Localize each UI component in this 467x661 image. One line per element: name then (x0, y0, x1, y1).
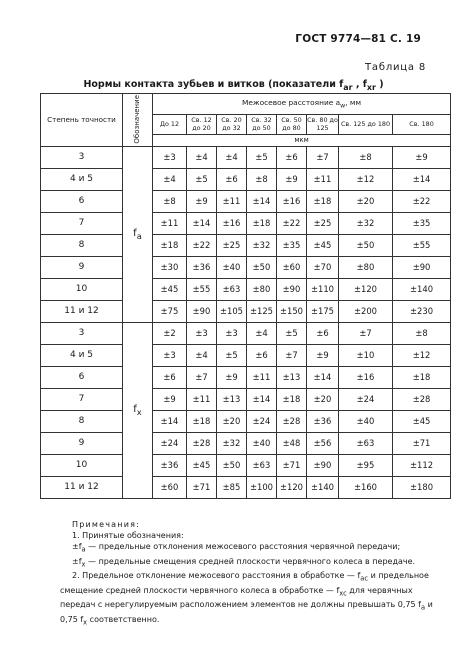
table-row (41, 191, 451, 213)
value-cell: ±30 (153, 257, 187, 279)
value-cell: ±125 (247, 301, 277, 323)
header-unit: мкм (153, 135, 451, 147)
value-cell: ±11 (217, 191, 247, 213)
grade-cell: 3 (41, 147, 123, 169)
value-cell: ±60 (153, 477, 187, 499)
value-cell: ±40 (247, 433, 277, 455)
grade-cell: 7 (41, 389, 123, 411)
value-cell: ±25 (307, 213, 339, 235)
notes (60, 519, 442, 629)
value-cell: ±36 (187, 257, 217, 279)
value-cell: ±10 (339, 345, 393, 367)
note-1: 1. Принятые обозначения: (72, 531, 184, 540)
grade-cell: 8 (41, 411, 123, 433)
value-cell: ±200 (339, 301, 393, 323)
grade-cell: 10 (41, 279, 123, 301)
value-cell: ±14 (153, 411, 187, 433)
value-cell: ±63 (339, 433, 393, 455)
page-header: ГОСТ 9774—81 С. 19 (295, 33, 421, 45)
value-cell: ±18 (393, 367, 451, 389)
tolerance-table (40, 93, 451, 499)
value-cell: ±18 (277, 389, 307, 411)
table-row (41, 477, 451, 499)
value-cell: ±55 (187, 279, 217, 301)
value-cell: ±56 (307, 433, 339, 455)
value-cell: ±140 (307, 477, 339, 499)
value-cell: ±18 (247, 213, 277, 235)
note-fa-definition: $\pm f_a$ — предельные отклонения межосевого расстояния червячной передачи; (72, 542, 401, 554)
value-cell: ±2 (153, 323, 187, 345)
table-label: Таблица 8 (365, 62, 426, 73)
value-cell: ±4 (187, 147, 217, 169)
grade-cell: 3 (41, 323, 123, 345)
value-cell: ±6 (277, 147, 307, 169)
value-cell: ±7 (339, 323, 393, 345)
grade-cell: 6 (41, 191, 123, 213)
value-cell: ±25 (217, 235, 247, 257)
value-cell: ±14 (393, 169, 451, 191)
value-cell: ±48 (277, 433, 307, 455)
value-cell: ±3 (153, 345, 187, 367)
value-cell: ±50 (217, 455, 247, 477)
table-row (41, 301, 451, 323)
value-cell: ±4 (187, 345, 217, 367)
header-symbol: Обозначение (123, 94, 153, 147)
value-cell: ±160 (339, 477, 393, 499)
header-center-distance: Межосевое расстояние $a_w$, мм (153, 94, 451, 115)
symbol-letter: f (133, 403, 137, 415)
value-cell: ±16 (217, 213, 247, 235)
table-row (41, 389, 451, 411)
value-cell: ±90 (187, 301, 217, 323)
grade-cell: 11 и 12 (41, 301, 123, 323)
value-cell: ±5 (277, 323, 307, 345)
range-header: Св. 125 до 180 (339, 115, 393, 135)
value-cell: ±14 (247, 389, 277, 411)
value-cell: ±7 (187, 367, 217, 389)
value-cell: ±7 (277, 345, 307, 367)
grade-cell: 9 (41, 433, 123, 455)
value-cell: ±120 (339, 279, 393, 301)
value-cell: ±90 (307, 455, 339, 477)
range-header: Св. 12 до 20 (187, 115, 217, 135)
value-cell: ±4 (247, 323, 277, 345)
range-header: До 12 (153, 115, 187, 135)
value-cell: ±90 (277, 279, 307, 301)
value-cell: ±5 (217, 345, 247, 367)
value-cell: ±32 (247, 235, 277, 257)
grade-cell: 7 (41, 213, 123, 235)
value-cell: ±50 (247, 257, 277, 279)
value-cell: ±40 (217, 257, 247, 279)
grade-cell: 9 (41, 257, 123, 279)
value-cell: ±5 (247, 147, 277, 169)
value-cell: ±4 (217, 147, 247, 169)
value-cell: ±71 (187, 477, 217, 499)
value-cell: ±35 (393, 213, 451, 235)
table-row (41, 213, 451, 235)
value-cell: ±9 (277, 169, 307, 191)
value-cell: ±175 (307, 301, 339, 323)
value-cell: ±6 (307, 323, 339, 345)
value-cell: ±85 (217, 477, 247, 499)
value-cell: ±24 (153, 433, 187, 455)
value-cell: ±28 (187, 433, 217, 455)
value-cell: ±70 (307, 257, 339, 279)
value-cell: ±63 (217, 279, 247, 301)
value-cell: ±80 (247, 279, 277, 301)
table-row (41, 235, 451, 257)
range-header: Св. 32 до 50 (247, 115, 277, 135)
value-cell: ±22 (187, 235, 217, 257)
value-cell: ±11 (307, 169, 339, 191)
value-cell: ±18 (153, 235, 187, 257)
value-cell: ±60 (277, 257, 307, 279)
value-cell: ±16 (339, 367, 393, 389)
value-cell: ±14 (247, 191, 277, 213)
grade-cell: 6 (41, 367, 123, 389)
value-cell: ±63 (247, 455, 277, 477)
symbol-letter: f (133, 227, 137, 239)
note-2: 2. Предельное отклонение межосевого расстояния в обработке — $f_{ac}$ и предельное смещение средней плоскости червячного колеса в обработке — $f_{xc}$ для червячных передач с нерегулируемым расположением элементов не должны превышать 0,75 $f_a$ и 0,75 $f_x$ соответственно. (60, 571, 433, 627)
value-cell: ±36 (307, 411, 339, 433)
value-cell: ±105 (217, 301, 247, 323)
value-cell: ±50 (339, 235, 393, 257)
value-cell: ±45 (187, 455, 217, 477)
table-row (41, 169, 451, 191)
value-cell: ±6 (153, 367, 187, 389)
symbol-cell (123, 147, 153, 323)
value-cell: ±12 (339, 169, 393, 191)
value-cell: ±9 (307, 345, 339, 367)
value-cell: ±8 (339, 147, 393, 169)
grade-cell: 8 (41, 235, 123, 257)
header-degree: Степень точности (41, 94, 123, 147)
value-cell: ±8 (153, 191, 187, 213)
value-cell: ±20 (217, 411, 247, 433)
grade-cell: 4 и 5 (41, 345, 123, 367)
value-cell: ±13 (277, 367, 307, 389)
value-cell: ±55 (393, 235, 451, 257)
table-row (41, 345, 451, 367)
table-row (41, 367, 451, 389)
table-body (41, 147, 451, 499)
value-cell: ±14 (187, 213, 217, 235)
value-cell: ±9 (187, 191, 217, 213)
value-cell: ±3 (153, 147, 187, 169)
value-cell: ±5 (187, 169, 217, 191)
value-cell: ±12 (393, 345, 451, 367)
value-cell: ±75 (153, 301, 187, 323)
value-cell: ±11 (247, 367, 277, 389)
table-row (41, 279, 451, 301)
value-cell: ±22 (277, 213, 307, 235)
value-cell: ±230 (393, 301, 451, 323)
value-cell: ±4 (153, 169, 187, 191)
range-header: Св. 80 до 125 (307, 115, 339, 135)
value-cell: ±110 (307, 279, 339, 301)
value-cell: ±71 (393, 433, 451, 455)
value-cell: ±45 (153, 279, 187, 301)
value-cell: ±28 (277, 411, 307, 433)
value-cell: ±35 (277, 235, 307, 257)
table-row (41, 257, 451, 279)
value-cell: ±90 (393, 257, 451, 279)
value-cell: ±6 (217, 169, 247, 191)
grade-cell: 4 и 5 (41, 169, 123, 191)
value-cell: ±32 (217, 433, 247, 455)
symbol-cell (123, 323, 153, 499)
value-cell: ±18 (307, 191, 339, 213)
value-cell: ±112 (393, 455, 451, 477)
value-cell: ±9 (393, 147, 451, 169)
value-cell: ±13 (217, 389, 247, 411)
value-cell: ±36 (153, 455, 187, 477)
value-cell: ±24 (247, 411, 277, 433)
value-cell: ±45 (307, 235, 339, 257)
table-row (41, 323, 451, 345)
value-cell: ±3 (217, 323, 247, 345)
table-row (41, 411, 451, 433)
value-cell: ±8 (393, 323, 451, 345)
value-cell: ±24 (339, 389, 393, 411)
symbol-subscript: x (136, 406, 142, 417)
symbol-subscript: a (136, 230, 142, 241)
value-cell: ±28 (393, 389, 451, 411)
value-cell: ±16 (277, 191, 307, 213)
value-cell: ±11 (187, 389, 217, 411)
note-fx-definition: $\pm f_x$ — предельные смещения средней плоскости червячного колеса в передаче. (72, 556, 416, 569)
table-row (41, 147, 451, 169)
range-header: Св. 180 (393, 115, 451, 135)
value-cell: ±18 (187, 411, 217, 433)
value-cell: ±22 (393, 191, 451, 213)
value-cell: ±100 (247, 477, 277, 499)
table-row (41, 455, 451, 477)
value-cell: ±150 (277, 301, 307, 323)
value-cell: ±8 (247, 169, 277, 191)
grade-cell: 10 (41, 455, 123, 477)
value-cell: ±6 (247, 345, 277, 367)
value-cell: ±140 (393, 279, 451, 301)
value-cell: ±3 (187, 323, 217, 345)
value-cell: ±9 (217, 367, 247, 389)
value-cell: ±40 (339, 411, 393, 433)
table-title: Нормы контакта зубьев и витков (показатели $f_{ar}$ , $f_{xr}$ ) (83, 79, 384, 92)
value-cell: ±9 (153, 389, 187, 411)
value-cell: ±71 (277, 455, 307, 477)
range-header: Св. 20 до 32 (217, 115, 247, 135)
value-cell: ±20 (339, 191, 393, 213)
notes-heading: Примечания: (72, 520, 141, 529)
value-cell: ±20 (307, 389, 339, 411)
range-header: Св. 50 до 80 (277, 115, 307, 135)
value-cell: ±11 (153, 213, 187, 235)
value-cell: ±7 (307, 147, 339, 169)
value-cell: ±14 (307, 367, 339, 389)
grade-cell: 11 и 12 (41, 477, 123, 499)
table-row (41, 433, 451, 455)
value-cell: ±80 (339, 257, 393, 279)
value-cell: ±180 (393, 477, 451, 499)
value-cell: ±32 (339, 213, 393, 235)
value-cell: ±45 (393, 411, 451, 433)
value-cell: ±120 (277, 477, 307, 499)
value-cell: ±95 (339, 455, 393, 477)
